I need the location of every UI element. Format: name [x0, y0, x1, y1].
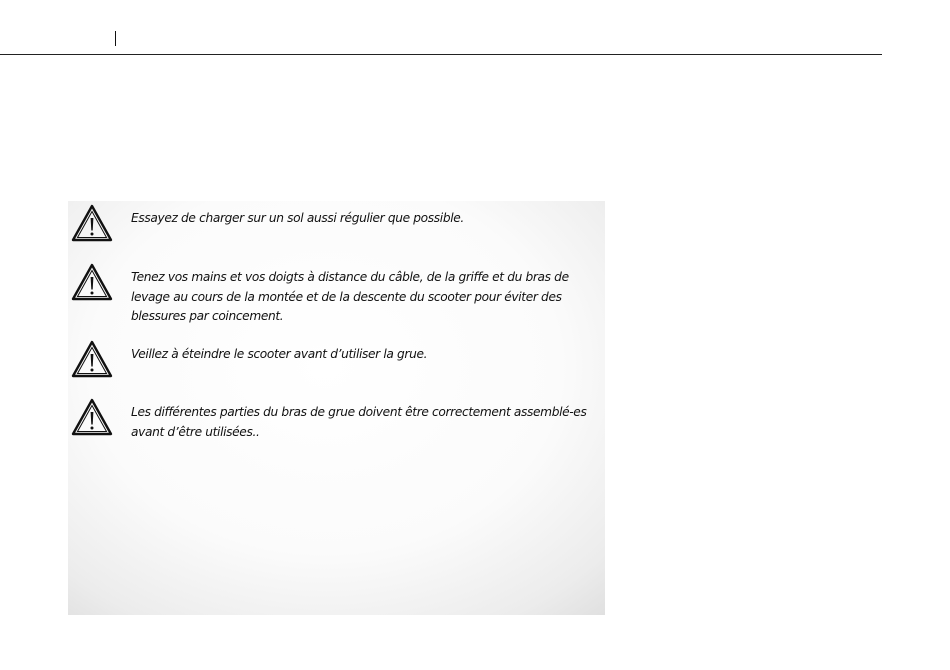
warning-text: Veillez à éteindre le scooter avant d’utiliser la grue.	[131, 347, 428, 361]
warning-triangle-icon	[71, 398, 113, 436]
header-rule	[0, 54, 882, 55]
safety-warnings-panel	[68, 201, 605, 615]
warning-triangle-icon	[71, 204, 113, 242]
warning-text: Tenez vos mains et vos doigts à distance du câble, de la griffe et du bras de levage au cours de la montée et de la descente du scooter pour éviter des blessures par coincement.	[131, 270, 569, 323]
warning-text: Les différentes parties du bras de grue doivent être correctement assemblé-es avant d’être utilisées..	[131, 405, 587, 439]
warning-triangle-icon	[71, 340, 113, 378]
warning-triangle-icon	[71, 263, 113, 301]
header-divider-tick	[115, 31, 116, 46]
warning-text: Essayez de charger sur un sol aussi régulier que possible.	[131, 211, 464, 225]
